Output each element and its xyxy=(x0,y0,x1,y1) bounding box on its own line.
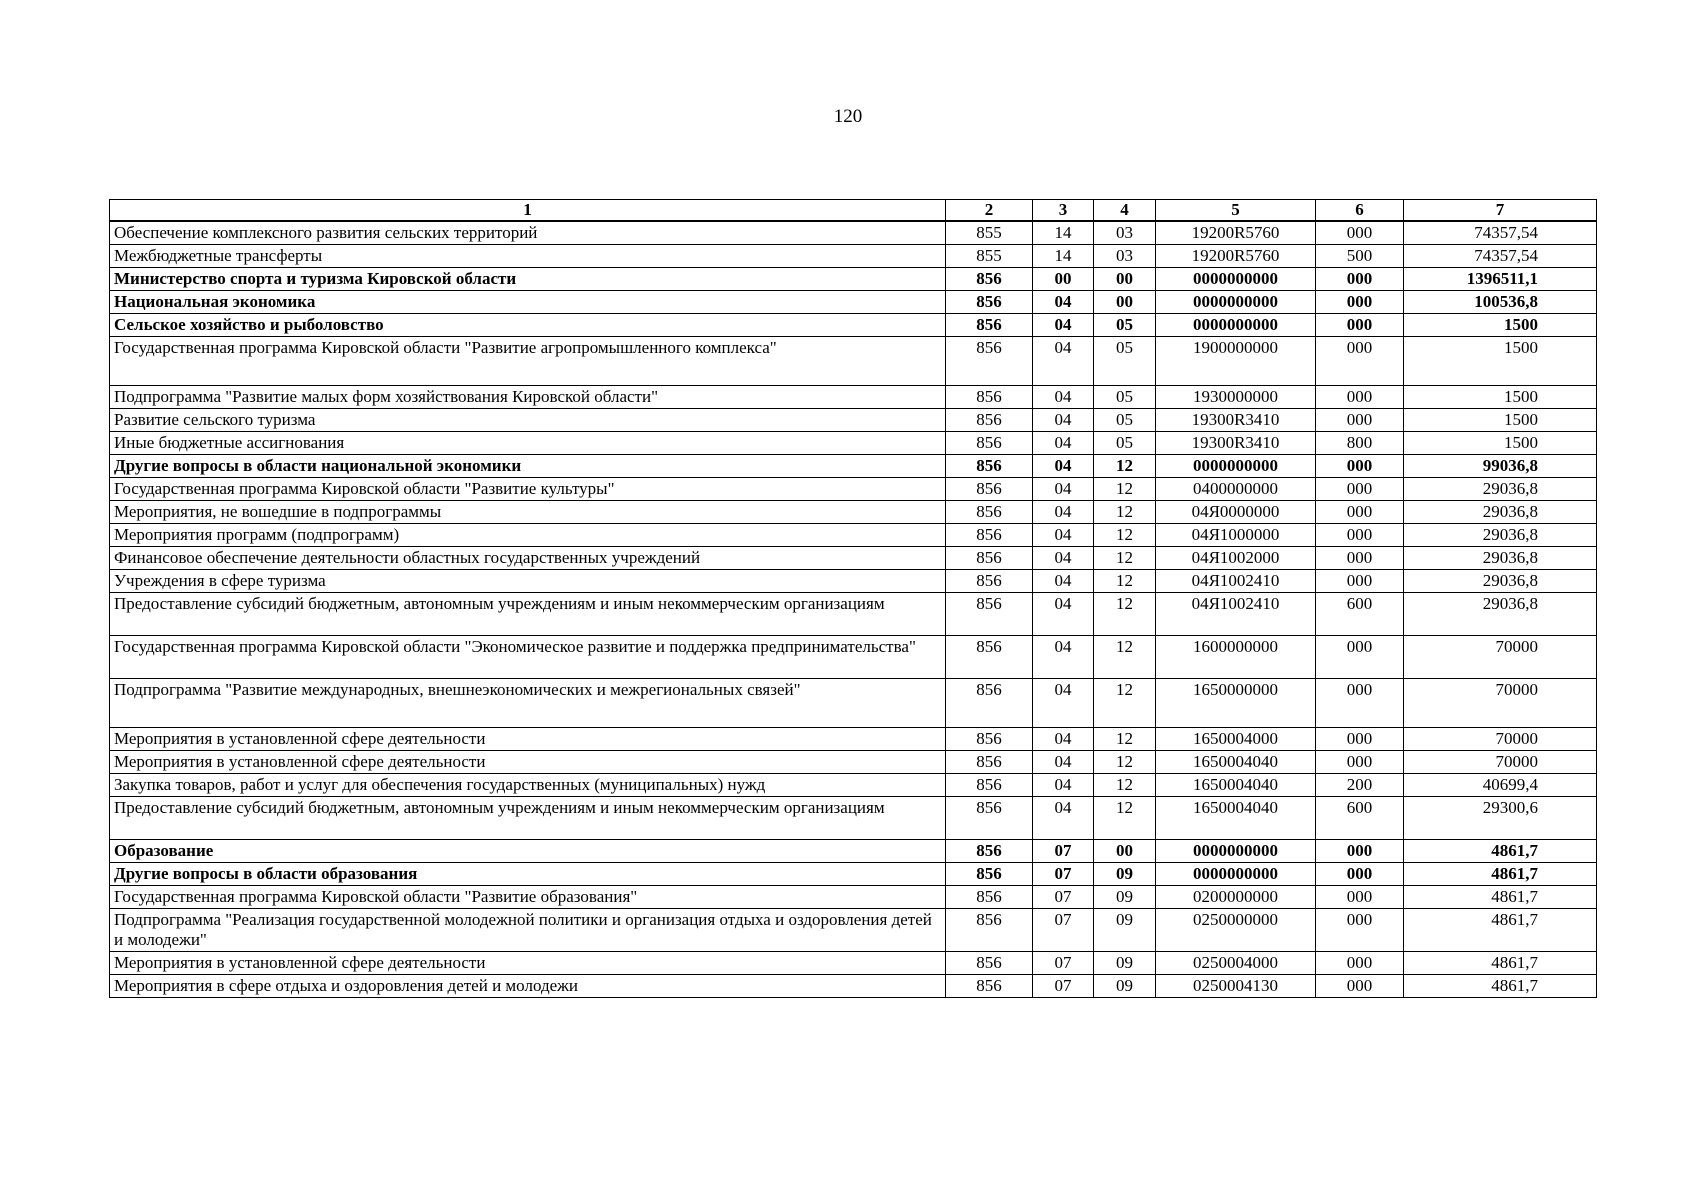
column-header: 7 xyxy=(1404,200,1597,222)
row-amount-cell: 4861,7 xyxy=(1404,909,1597,952)
row-section-cell: 04 xyxy=(1033,455,1094,478)
row-name-cell: Мероприятия в установленной сфере деятельности xyxy=(110,728,946,751)
row-admin-code-cell: 856 xyxy=(946,409,1033,432)
row-section-cell: 04 xyxy=(1033,547,1094,570)
row-target-article-cell: 1650004040 xyxy=(1156,751,1316,774)
row-target-article-cell: 0000000000 xyxy=(1156,314,1316,337)
row-name-cell: Мероприятия в установленной сфере деятельности xyxy=(110,952,946,975)
row-section-cell: 04 xyxy=(1033,409,1094,432)
row-expense-type-cell: 800 xyxy=(1316,432,1404,455)
budget-table xyxy=(109,199,1597,998)
table-row xyxy=(110,501,1597,524)
table-row xyxy=(110,455,1597,478)
row-amount-cell: 29300,6 xyxy=(1404,797,1597,840)
row-admin-code-cell: 856 xyxy=(946,524,1033,547)
row-subsection-cell: 12 xyxy=(1094,679,1156,728)
row-amount-cell: 29036,8 xyxy=(1404,570,1597,593)
row-expense-type-cell: 000 xyxy=(1316,840,1404,863)
row-section-cell: 04 xyxy=(1033,679,1094,728)
table-row xyxy=(110,636,1597,679)
row-amount-cell: 29036,8 xyxy=(1404,524,1597,547)
row-name-cell: Государственная программа Кировской области "Развитие образования" xyxy=(110,886,946,909)
table-row xyxy=(110,728,1597,751)
row-subsection-cell: 03 xyxy=(1094,221,1156,245)
row-target-article-cell: 04Я1002410 xyxy=(1156,593,1316,636)
row-admin-code-cell: 856 xyxy=(946,268,1033,291)
row-target-article-cell: 04Я0000000 xyxy=(1156,501,1316,524)
row-target-article-cell: 0000000000 xyxy=(1156,291,1316,314)
row-amount-cell: 4861,7 xyxy=(1404,975,1597,998)
row-expense-type-cell: 600 xyxy=(1316,593,1404,636)
row-amount-cell: 29036,8 xyxy=(1404,478,1597,501)
row-admin-code-cell: 856 xyxy=(946,751,1033,774)
row-name-cell: Предоставление субсидий бюджетным, автономным учреждениям и иным некоммерческим организациям xyxy=(110,797,946,840)
row-amount-cell: 74357,54 xyxy=(1404,221,1597,245)
row-target-article-cell: 04Я1002410 xyxy=(1156,570,1316,593)
table-row xyxy=(110,221,1597,245)
table-row xyxy=(110,337,1597,386)
row-admin-code-cell: 856 xyxy=(946,432,1033,455)
table-row xyxy=(110,478,1597,501)
row-target-article-cell: 0250004130 xyxy=(1156,975,1316,998)
row-expense-type-cell: 000 xyxy=(1316,952,1404,975)
row-amount-cell: 70000 xyxy=(1404,679,1597,728)
row-subsection-cell: 12 xyxy=(1094,524,1156,547)
row-name-cell: Государственная программа Кировской области "Развитие агропромышленного комплекса" xyxy=(110,337,946,386)
header-row xyxy=(110,200,1597,222)
row-subsection-cell: 05 xyxy=(1094,386,1156,409)
row-subsection-cell: 09 xyxy=(1094,909,1156,952)
row-subsection-cell: 09 xyxy=(1094,886,1156,909)
row-admin-code-cell: 856 xyxy=(946,636,1033,679)
row-name-cell: Обеспечение комплексного развития сельских территорий xyxy=(110,221,946,245)
row-section-cell: 00 xyxy=(1033,268,1094,291)
row-subsection-cell: 05 xyxy=(1094,409,1156,432)
row-amount-cell: 1500 xyxy=(1404,314,1597,337)
row-target-article-cell: 1650004040 xyxy=(1156,774,1316,797)
row-expense-type-cell: 000 xyxy=(1316,636,1404,679)
row-name-cell: Министерство спорта и туризма Кировской области xyxy=(110,268,946,291)
row-amount-cell: 4861,7 xyxy=(1404,952,1597,975)
row-expense-type-cell: 000 xyxy=(1316,909,1404,952)
row-subsection-cell: 12 xyxy=(1094,593,1156,636)
table-body xyxy=(110,221,1597,998)
row-section-cell: 04 xyxy=(1033,774,1094,797)
table-row xyxy=(110,245,1597,268)
row-target-article-cell: 0000000000 xyxy=(1156,455,1316,478)
row-name-cell: Финансовое обеспечение деятельности областных государственных учреждений xyxy=(110,547,946,570)
row-target-article-cell: 0000000000 xyxy=(1156,268,1316,291)
row-name-cell: Иные бюджетные ассигнования xyxy=(110,432,946,455)
row-section-cell: 07 xyxy=(1033,886,1094,909)
row-name-cell: Подпрограмма "Развитие международных, внешнеэкономических и межрегиональных связей" xyxy=(110,679,946,728)
row-section-cell: 04 xyxy=(1033,797,1094,840)
row-amount-cell: 70000 xyxy=(1404,636,1597,679)
table-row xyxy=(110,886,1597,909)
row-subsection-cell: 12 xyxy=(1094,774,1156,797)
row-section-cell: 04 xyxy=(1033,432,1094,455)
row-section-cell: 04 xyxy=(1033,501,1094,524)
column-header: 6 xyxy=(1316,200,1404,222)
row-admin-code-cell: 856 xyxy=(946,455,1033,478)
row-expense-type-cell: 000 xyxy=(1316,455,1404,478)
row-name-cell: Мероприятия, не вошедшие в подпрограммы xyxy=(110,501,946,524)
row-name-cell: Мероприятия программ (подпрограмм) xyxy=(110,524,946,547)
row-target-article-cell: 1930000000 xyxy=(1156,386,1316,409)
row-subsection-cell: 12 xyxy=(1094,636,1156,679)
row-expense-type-cell: 000 xyxy=(1316,409,1404,432)
row-subsection-cell: 12 xyxy=(1094,455,1156,478)
row-name-cell: Сельское хозяйство и рыболовство xyxy=(110,314,946,337)
table-row xyxy=(110,909,1597,952)
row-subsection-cell: 00 xyxy=(1094,291,1156,314)
row-target-article-cell: 19200R5760 xyxy=(1156,245,1316,268)
row-subsection-cell: 12 xyxy=(1094,478,1156,501)
row-amount-cell: 1500 xyxy=(1404,337,1597,386)
row-amount-cell: 4861,7 xyxy=(1404,863,1597,886)
column-header: 2 xyxy=(946,200,1033,222)
row-amount-cell: 70000 xyxy=(1404,728,1597,751)
row-admin-code-cell: 855 xyxy=(946,245,1033,268)
row-target-article-cell: 19300R3410 xyxy=(1156,409,1316,432)
table-row xyxy=(110,268,1597,291)
row-expense-type-cell: 000 xyxy=(1316,314,1404,337)
row-target-article-cell: 19200R5760 xyxy=(1156,221,1316,245)
row-subsection-cell: 12 xyxy=(1094,728,1156,751)
table-row xyxy=(110,524,1597,547)
row-expense-type-cell: 000 xyxy=(1316,751,1404,774)
row-expense-type-cell: 500 xyxy=(1316,245,1404,268)
row-section-cell: 04 xyxy=(1033,636,1094,679)
page-number: 120 xyxy=(833,106,863,127)
row-expense-type-cell: 000 xyxy=(1316,221,1404,245)
row-subsection-cell: 12 xyxy=(1094,751,1156,774)
row-amount-cell: 29036,8 xyxy=(1404,547,1597,570)
row-expense-type-cell: 000 xyxy=(1316,728,1404,751)
row-target-article-cell: 1900000000 xyxy=(1156,337,1316,386)
row-name-cell: Предоставление субсидий бюджетным, автономным учреждениям и иным некоммерческим организациям xyxy=(110,593,946,636)
row-admin-code-cell: 856 xyxy=(946,975,1033,998)
row-target-article-cell: 04Я1000000 xyxy=(1156,524,1316,547)
row-expense-type-cell: 000 xyxy=(1316,975,1404,998)
row-section-cell: 04 xyxy=(1033,570,1094,593)
row-subsection-cell: 00 xyxy=(1094,268,1156,291)
row-section-cell: 04 xyxy=(1033,593,1094,636)
row-target-article-cell: 0000000000 xyxy=(1156,840,1316,863)
row-name-cell: Государственная программа Кировской области "Развитие культуры" xyxy=(110,478,946,501)
row-section-cell: 14 xyxy=(1033,245,1094,268)
table-row xyxy=(110,774,1597,797)
row-name-cell: Мероприятия в сфере отдыха и оздоровления детей и молодежи xyxy=(110,975,946,998)
row-amount-cell: 70000 xyxy=(1404,751,1597,774)
row-name-cell: Другие вопросы в области национальной экономики xyxy=(110,455,946,478)
row-admin-code-cell: 856 xyxy=(946,501,1033,524)
column-header: 4 xyxy=(1094,200,1156,222)
row-amount-cell: 4861,7 xyxy=(1404,840,1597,863)
row-expense-type-cell: 000 xyxy=(1316,291,1404,314)
row-target-article-cell: 0400000000 xyxy=(1156,478,1316,501)
table-row xyxy=(110,570,1597,593)
row-expense-type-cell: 600 xyxy=(1316,797,1404,840)
row-admin-code-cell: 855 xyxy=(946,221,1033,245)
row-amount-cell: 1396511,1 xyxy=(1404,268,1597,291)
row-section-cell: 07 xyxy=(1033,952,1094,975)
row-section-cell: 04 xyxy=(1033,291,1094,314)
table-row xyxy=(110,291,1597,314)
row-amount-cell: 1500 xyxy=(1404,409,1597,432)
table-row xyxy=(110,409,1597,432)
row-target-article-cell: 1600000000 xyxy=(1156,636,1316,679)
column-header: 5 xyxy=(1156,200,1316,222)
row-target-article-cell: 1650004000 xyxy=(1156,728,1316,751)
table-row xyxy=(110,386,1597,409)
row-subsection-cell: 12 xyxy=(1094,570,1156,593)
row-subsection-cell: 03 xyxy=(1094,245,1156,268)
row-section-cell: 04 xyxy=(1033,314,1094,337)
row-admin-code-cell: 856 xyxy=(946,386,1033,409)
row-subsection-cell: 05 xyxy=(1094,314,1156,337)
column-header: 3 xyxy=(1033,200,1094,222)
row-section-cell: 04 xyxy=(1033,386,1094,409)
row-name-cell: Национальная экономика xyxy=(110,291,946,314)
row-name-cell: Мероприятия в установленной сфере деятельности xyxy=(110,751,946,774)
table-row xyxy=(110,797,1597,840)
row-expense-type-cell: 000 xyxy=(1316,337,1404,386)
row-admin-code-cell: 856 xyxy=(946,886,1033,909)
row-name-cell: Учреждения в сфере туризма xyxy=(110,570,946,593)
row-subsection-cell: 12 xyxy=(1094,547,1156,570)
row-admin-code-cell: 856 xyxy=(946,478,1033,501)
row-amount-cell: 99036,8 xyxy=(1404,455,1597,478)
row-subsection-cell: 09 xyxy=(1094,975,1156,998)
table-row xyxy=(110,975,1597,998)
row-expense-type-cell: 000 xyxy=(1316,547,1404,570)
row-target-article-cell: 0250004000 xyxy=(1156,952,1316,975)
row-expense-type-cell: 000 xyxy=(1316,679,1404,728)
table-row xyxy=(110,432,1597,455)
row-expense-type-cell: 000 xyxy=(1316,570,1404,593)
row-expense-type-cell: 200 xyxy=(1316,774,1404,797)
row-name-cell: Закупка товаров, работ и услуг для обеспечения государственных (муниципальных) нужд xyxy=(110,774,946,797)
row-subsection-cell: 09 xyxy=(1094,952,1156,975)
row-section-cell: 07 xyxy=(1033,863,1094,886)
row-expense-type-cell: 000 xyxy=(1316,524,1404,547)
row-admin-code-cell: 856 xyxy=(946,774,1033,797)
row-section-cell: 07 xyxy=(1033,840,1094,863)
row-target-article-cell: 0000000000 xyxy=(1156,863,1316,886)
row-admin-code-cell: 856 xyxy=(946,547,1033,570)
row-subsection-cell: 09 xyxy=(1094,863,1156,886)
row-name-cell: Государственная программа Кировской области "Экономическое развитие и поддержка предпринимательства" xyxy=(110,636,946,679)
table-row xyxy=(110,751,1597,774)
row-expense-type-cell: 000 xyxy=(1316,386,1404,409)
column-header: 1 xyxy=(110,200,946,222)
row-admin-code-cell: 856 xyxy=(946,337,1033,386)
row-name-cell: Другие вопросы в области образования xyxy=(110,863,946,886)
row-admin-code-cell: 856 xyxy=(946,728,1033,751)
row-name-cell: Развитие сельского туризма xyxy=(110,409,946,432)
row-admin-code-cell: 856 xyxy=(946,570,1033,593)
row-admin-code-cell: 856 xyxy=(946,952,1033,975)
table-row xyxy=(110,952,1597,975)
row-target-article-cell: 1650004040 xyxy=(1156,797,1316,840)
row-amount-cell: 4861,7 xyxy=(1404,886,1597,909)
row-admin-code-cell: 856 xyxy=(946,593,1033,636)
table-row xyxy=(110,840,1597,863)
row-amount-cell: 1500 xyxy=(1404,386,1597,409)
row-section-cell: 04 xyxy=(1033,524,1094,547)
row-target-article-cell: 04Я1002000 xyxy=(1156,547,1316,570)
row-amount-cell: 74357,54 xyxy=(1404,245,1597,268)
row-name-cell: Образование xyxy=(110,840,946,863)
row-subsection-cell: 05 xyxy=(1094,337,1156,386)
row-admin-code-cell: 856 xyxy=(946,797,1033,840)
row-expense-type-cell: 000 xyxy=(1316,478,1404,501)
row-name-cell: Межбюджетные трансферты xyxy=(110,245,946,268)
row-target-article-cell: 0200000000 xyxy=(1156,886,1316,909)
table-row xyxy=(110,593,1597,636)
row-section-cell: 04 xyxy=(1033,728,1094,751)
row-section-cell: 04 xyxy=(1033,478,1094,501)
row-target-article-cell: 1650000000 xyxy=(1156,679,1316,728)
row-amount-cell: 40699,4 xyxy=(1404,774,1597,797)
row-admin-code-cell: 856 xyxy=(946,863,1033,886)
row-admin-code-cell: 856 xyxy=(946,314,1033,337)
row-amount-cell: 100536,8 xyxy=(1404,291,1597,314)
table-row xyxy=(110,547,1597,570)
table-row xyxy=(110,679,1597,728)
row-section-cell: 04 xyxy=(1033,751,1094,774)
row-amount-cell: 1500 xyxy=(1404,432,1597,455)
row-admin-code-cell: 856 xyxy=(946,679,1033,728)
row-target-article-cell: 0250000000 xyxy=(1156,909,1316,952)
row-target-article-cell: 19300R3410 xyxy=(1156,432,1316,455)
row-section-cell: 14 xyxy=(1033,221,1094,245)
row-name-cell: Подпрограмма "Развитие малых форм хозяйствования Кировской области" xyxy=(110,386,946,409)
row-subsection-cell: 00 xyxy=(1094,840,1156,863)
row-amount-cell: 29036,8 xyxy=(1404,593,1597,636)
row-section-cell: 04 xyxy=(1033,337,1094,386)
row-subsection-cell: 12 xyxy=(1094,501,1156,524)
table-row xyxy=(110,314,1597,337)
row-expense-type-cell: 000 xyxy=(1316,501,1404,524)
row-expense-type-cell: 000 xyxy=(1316,886,1404,909)
row-subsection-cell: 12 xyxy=(1094,797,1156,840)
row-subsection-cell: 05 xyxy=(1094,432,1156,455)
row-expense-type-cell: 000 xyxy=(1316,863,1404,886)
row-expense-type-cell: 000 xyxy=(1316,268,1404,291)
row-name-cell: Подпрограмма "Реализация государственной молодежной политики и организация отдыха и оздоровления детей и молодежи" xyxy=(110,909,946,952)
row-admin-code-cell: 856 xyxy=(946,291,1033,314)
row-admin-code-cell: 856 xyxy=(946,909,1033,952)
row-section-cell: 07 xyxy=(1033,975,1094,998)
table-row xyxy=(110,863,1597,886)
row-section-cell: 07 xyxy=(1033,909,1094,952)
row-amount-cell: 29036,8 xyxy=(1404,501,1597,524)
row-admin-code-cell: 856 xyxy=(946,840,1033,863)
